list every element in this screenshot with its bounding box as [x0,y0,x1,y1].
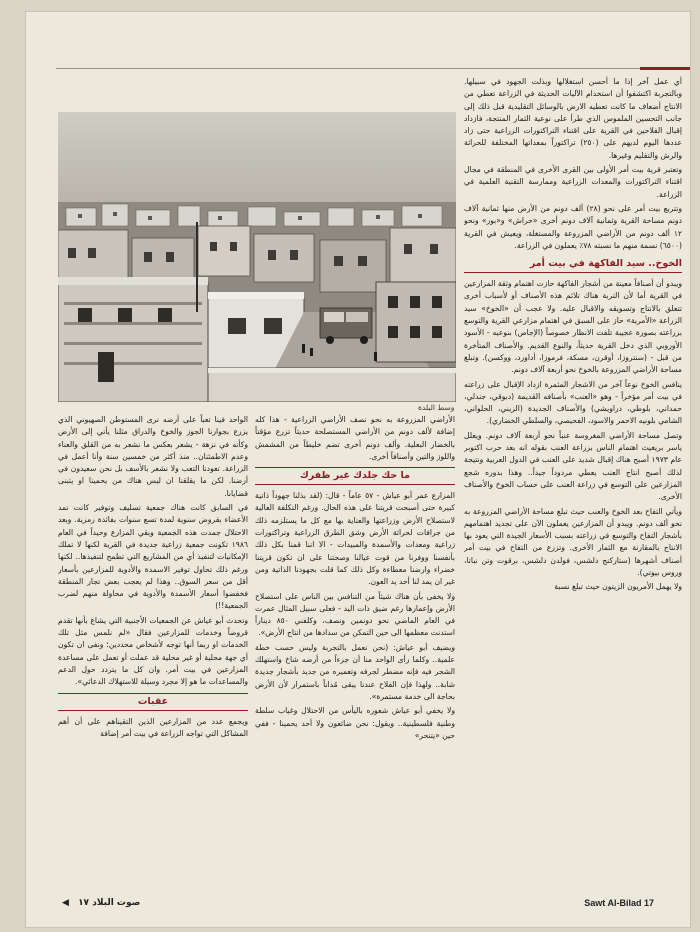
footer-english [584,898,654,908]
paragraph: ويجمع عدد من المزارعين الذين التقيناهم على أن أهم المشاكل التي تواجه الزراعة في بيت أمر إضافة [58,716,248,738]
photo-caption: وسط البلدة [418,403,455,412]
top-rule [56,68,688,69]
paragraph: ويأتي التفاح بعد الخوخ والعنب حيث تبلغ مساحة الأراضي المزروعة به نحو ألف دونم. ويبدو أن المزارعين يعملون الآن على تجديد اهتمامهم بأشجار التفاح والتوسع في زراعته بسبب الأسعار الجيدة التي يعود بها الانتاج بالمقارنة مع الثمار الأخرى. وتزرع من التفاح في بيت أمر أصناف أشهرها (ستاركنج دلشس، فولدن دلشس، برقوت وتن نباتا، وروس بيوتي). [464,506,682,577]
paragraph: وتصل مساحة الأراضي المغروسة عنباً نحو أربعة آلاف دونم. ويعلل ياسر بريغيث اهتمام الناس بزراعة العنب بقوله انه بعد حرب اكتوبر عام ١٩٧٣ أصبح هناك إقبال شديد على العنب في الدول العربية ونتيجة لذلك أصبح انتاج العنب يعطي مردوداً جيداً.. وهذا بدوره شجع المزارعين على التوسع في زراعة العنب على حساب الخوخ والأصناف الأخرى. [464,430,682,502]
paragraph: ويضيف أبو عياش: (نحن نعمل بالتجربة وليس حسب خطة علمية.. وكلما رأى الواحد منا أن جزءاً من أرضه شاخ واستهلك الشجر فيه فإنه مضطر لجرفه وتعميره من جديد بأشجار جديدة شابة.. ولهذا فإن الفلاح عندنا يبقى مُداناً باستمرار لأن الأرض بحاجة الى خدمة مستمرة». [255,642,455,701]
paragraph: ينافس الخوخ نوعاً آخر من الاشجار المثمرة ازداد الإقبال على زراعته في بيت أمر مؤخراً - وهو «العنب» بأصنافه القديمة (دبوقي، جندلي، حمداني، بلوطي، دراويشي) والأصناف الجديدة (الزيني، الحلواني، الشامي بلونيه الاحمر والاسود، الفحيصي، والسلطي الخضاري). [464,379,682,426]
paragraph: وتعتبر قرية بيت أمر الأولى بين القرى الأخرى في المنطقة في مجال اقتناء التراكتورات والمعدات الزراعية وممارسة التقنية العلمية في الزراعة. [464,165,682,199]
footer-page-number: 17 [643,898,654,908]
right-column [464,76,682,886]
paragraph: ويبدو أن أصنافاً معينة من أشجار الفاكهة حازت اهتمام وثقة المزارعين في القرية أما لأن التربة هناك تلائم هذه الأصناف أو لأسباب أخرى تتعلق بالانتاج وتسويقه والاقبال عليه. ولا عجب أن «الخوخ» سيد الزراعة «الأمرية» حاز على السبق في اهتمام مزارعي القرية والتوسع بزراعته بصورة عجيبة تلفت الانظار خصوصاً (الإجاص) بنوعيه - الأسود الأوروبي الذي دخل القرية حديثاً، والنوع القديم. والأصناف المتأخرة من قبل - (سنتروزا، أوقرن، مسكة، فرموزا، أداورد، ووكسن). وتبلغ مساحة الأراضي المزروعة بالخوخ نحو أربعة آلاف دونم. [464,279,682,375]
paragraph: ولا يخفي أبو عياش شعوره باليأس من الاحتلال وغياب سلطة وطنية فلسطينية.. ويقول: نحن ضائعون ولا أحد يحمينا - ففي حين «يتنحر» [255,706,455,740]
paragraph: الأراضي المزروعة به نحو نصف الأراضي الزراعية - هذا كله إضافة لألف دونم من الأراضي المستصلحة حديثاً تزرع مؤقتاً بالخضار البعلية. وألف دونم أخرى تضم خليطاً من المشمش واللوز والتين وأصنافاً أخرى. [255,415,455,461]
page-footer [26,896,690,920]
village-photo-illustration [58,112,456,402]
paragraph: ولا يخفى بأن هناك شيئاً من التنافس بين الناس على استصلاح الأرض وإعمارها رغم ضيق ذات اليد - فعلى سبيل المثال عمرت في العام الماضي نحو دونمين ونصف، وكلفني ٨٥٠ ديناراً استدنت معظمها الى حين التمكن من سدادها من انتاج الأرض». [255,591,455,638]
paragraph: وتحدث أبو عياش عن الجمعيات الأجنبية التي يشاع بأنها تقدم قروضاً وخدمات للمزارعين فقال «لم نلمس مثل تلك الخدمات او ربما أنها توجه لأشخاص محددين؛ ونفى ان تكون أي جهة محلية أو غير محلية قد عملت أو تعمل على مساعدة المزارعين في بيت أمر. وان كل ما يتردد حول الدعم والمساعدات ما هو إلا مجرد وسيلة للاستهلاك الدعائي». [58,615,248,687]
village-photo [58,112,456,402]
paragraph: أي عمل آخر إذا ما أحسن استغلالها وبذلت الجهود في سبيلها. وبالتجربة اكتشفوا أن استخدام الآليات الحديثة في الزراعة تعطي من الانتاج أضعاف ما كانت تعطيه الارض بالوسائل التقليدية قبل ذلك إلى جانب التحسين الملموس الذي طرأ على نوعية الثمار المنتجة، فازداد إقبال الفلاحين في القرية على اقتناء التراكتورات الزراعية حتى زاد عددها اليوم لديهم على (٢٥٠) تراكتوراً بمعداتها المختلفة للحراثة والرش والتقليم وغيرها. [464,77,682,160]
paragraph: المزارع عمر أبو عياش - ٥٧ عاماً - قال: (لقد بذلنا جهوداً ذاتية كبيرة حتى أصبحت قريتنا على هذه الحال. ورغم التكلفة العالية لاستصلاح الأرض وزراعتها والعناية بها مع كل ما يستلزمه ذلك من جرافات لحراثة الأرض وشق الطرق الزراعية وتراكتورات زراعية ومعدات والأسمدة والمبيدات - الا اننا قمنا بكل ذلك بأنفسنا ووفرنا من قوت عيالنا وصحتنا على ان تكون قريتنا خضراء وارضنا معطاءة وكل ذلك كما قلت بجهودنا الذاتية ومن غير ان يمد لنا أحد يد العون. [255,491,455,587]
section-heading-self-reliance: ما حك جلدك غير ظفرك [255,467,455,485]
magazine-page [26,12,690,927]
next-arrow-icon: ◀ [62,898,69,908]
footer-magazine-en: Sawt Al-Bilad [584,898,642,908]
paragraph: وتتربع بيت أمر على نحو (٢٨) ألف دونم من الأرض منها ثمانية آلاف دونم مساحة القرية وثمانية آلاف دونم أخرى «حراش» و«بور» ونحو ١٢ ألف دونم من الأراضي المزروعة والمستغلة، ويعيش في القرية (٦٥٠٠) نسمة منهم ما نسبته ٧٨٪ يعملون في الزراعة. [464,203,682,250]
footer-page-number-ar: ١٧ [78,898,90,908]
middle-column [255,414,455,884]
footer-arabic [62,898,140,908]
section-heading-peach: الخوخ.. سيد الفاكهة في بيت أمر [464,256,682,273]
section-heading-obstacles: عقبات [58,693,248,711]
paragraph: في السابق كانت هناك جمعية تسليف وتوفير كانت تمد الأعضاء بقروض سنوية لمدة تسع سنوات بفائدة رمزية. وبعد الاحتلال جمدت هذه الجمعية وبقي المزارع وحيداً في العام ١٩٨٦ تكونت جمعية زراعية جديدة في القرية لكنها لا تملك الإمكانيات لتنفيذ أي من المشاريع التي تطمح لتنفيذها.. لكنها ورغم ذلك تحاول توفير الاسمدة والأدوية للمزارعين بأسعار أقل من سعر السوق.. وهذا لم يعجب بعض تجار المنطقة فخفضوا أسعار الأسمدة والأدوية في محاولة منهم لضرب الجمعية!!) [58,503,248,611]
footer-magazine-ar: صوت البلاد [92,898,141,908]
left-column [58,414,248,884]
top-rule-accent [640,67,690,70]
paragraph: ولا يهمل الأمريون الزيتون حيث تبلغ نسبة [554,582,682,592]
paragraph: الواحد فينا تعباً على أرضه نرى المستوطن الصهيوني الذي يزرع بجوارنا الجوز والخوخ والدراق مثلنا يأتي إلى الأرض وكأنه في نزهة - يشعر بعكس ما نشعر به من القلق والعناء وعدم الاطمئنان.. منذ أكثر من خمسين سنة وأنا أعمل في الزراعة. تعودنا التعب ولا نشعر بالأسف بل نحن سعيدون في أرضنا. لكن ما يقلقنا ان ليس هناك من يحمينا او يتبنى قضايانا. [58,415,248,498]
